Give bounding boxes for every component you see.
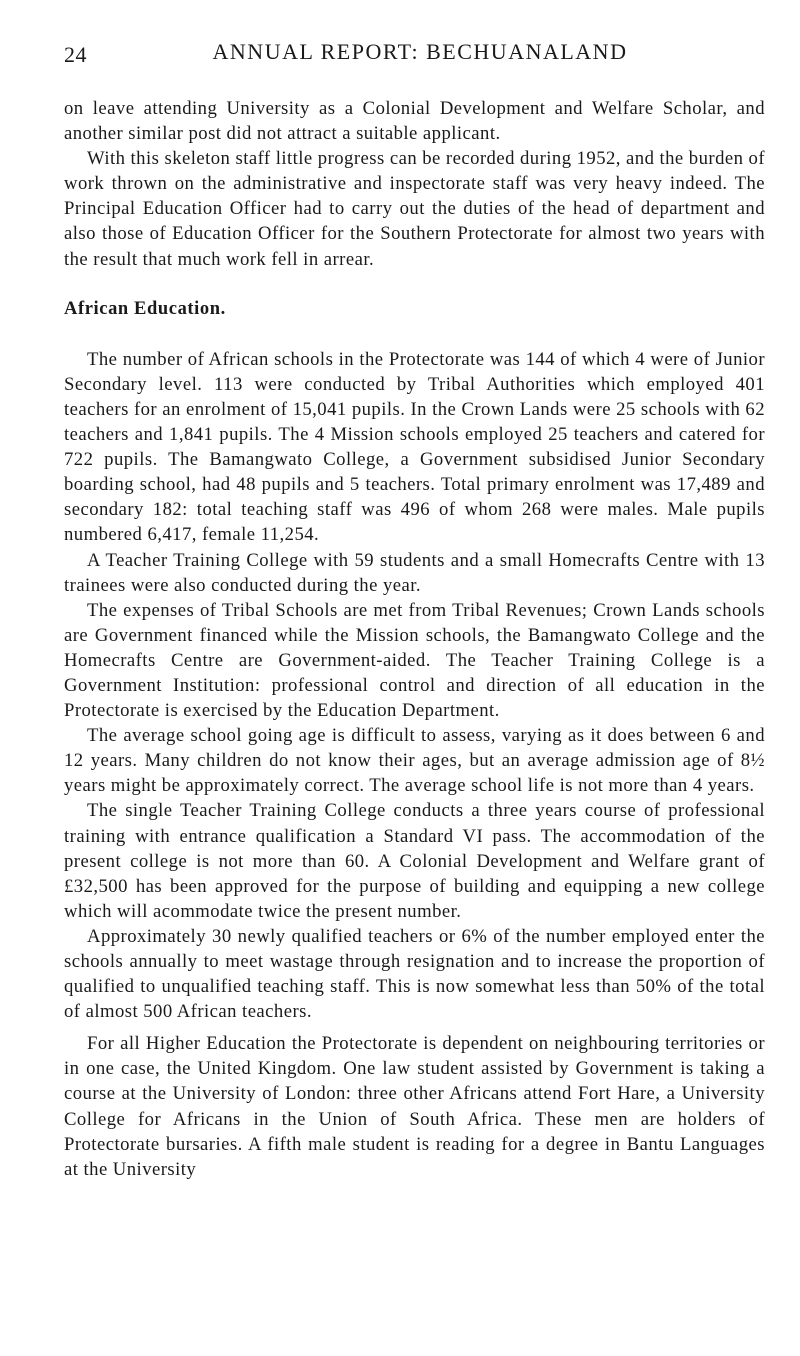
paragraph-school-age: The average school going age is difficult to assess, varying as it does between 6 and 12 years. Many children do not know their ages, but an average admission age of 8½ years might be approximately correct. The average school life is not more than 4 years.: [64, 725, 765, 797]
running-title: ANNUAL REPORT: BECHUANALAND: [212, 39, 628, 64]
paragraph-continuation: on leave attending University as a Colonial Development and Welfare Scholar, and another similar post did not attract a suitable applicant.: [64, 98, 765, 145]
page-number: 24: [64, 42, 87, 67]
section-heading-african-education: African Education.: [64, 298, 226, 319]
paragraph-teacher-training: A Teacher Training College with 59 students and a small Homecrafts Centre with 13 trainees were also conducted during the year.: [64, 549, 765, 596]
paragraph-school-numbers: The number of African schools in the Protectorate was 144 of which 4 were of Junior Secondary level. 113 were conducted by Tribal Authorities which employed 401 teachers for an enrolment of 15,041 pupils. In the Crown Lands were 25 schools with 62 teachers and 1,841 pupils. The 4 Mission schools employed 25 teachers and catered for 722 pupils. The Bamangwato College, a Government subsidised Junior Secondary boarding school, had 48 pupils and 5 teachers. Total primary enrolment was 17,489 and secondary 182: total teaching staff was 496 of whom 268 were males. Male pupils numbered 6,417, female 11,254.: [64, 348, 765, 546]
paragraph-expenses: The expenses of Tribal Schools are met from Tribal Revenues; Crown Lands schools are Government financed while the Mission schools, the Bamangwato College and the Homecrafts Centre are Government-aided. The Teacher Training College is a Government Institution: professional control and direction of all education in the Protectorate is exercised by the Education Department.: [64, 599, 765, 722]
paragraph-qualified-teachers: Approximately 30 newly qualified teachers or 6% of the number employed enter the schools annually to meet wastage through resignation and to increase the proportion of qualified to unqualified teaching staff. This is now somewhat less than 50% of the total of almost 500 African teachers.: [64, 925, 765, 1023]
paragraph-training-college: The single Teacher Training College conducts a three years course of professional training with entrance qualification a Standard VI pass. The accommodation of the present college is not more than 60. A Colonial Development and Welfare grant of £32,500 has been approved for the purpose of building and equipping a new college which will acommodate twice the present number.: [64, 800, 765, 922]
paragraph-gap: [64, 1024, 765, 1031]
paragraph-staff: With this skeleton staff little progress can be recorded during 1952, and the burden of work thrown on the administrative and inspectorate staff was very heavy indeed. The Principal Education Officer had to carry out the duties of the head of department and also those of Education Officer for the Southern Protectorate for almost two years with the result that much work fell in arrear.: [64, 148, 765, 270]
paragraph-higher-education: For all Higher Education the Protectorate is dependent on neighbouring territories or in one case, the United Kingdom. One law student assisted by Government is taking a course at the University of London: three other Africans attend Fort Hare, a University College for Africans in the Union of South Africa. These men are holders of Protectorate bursaries. A fifth male student is reading for a degree in Bantu Languages at the University: [64, 1033, 765, 1180]
body-text: [64, 96, 765, 1182]
